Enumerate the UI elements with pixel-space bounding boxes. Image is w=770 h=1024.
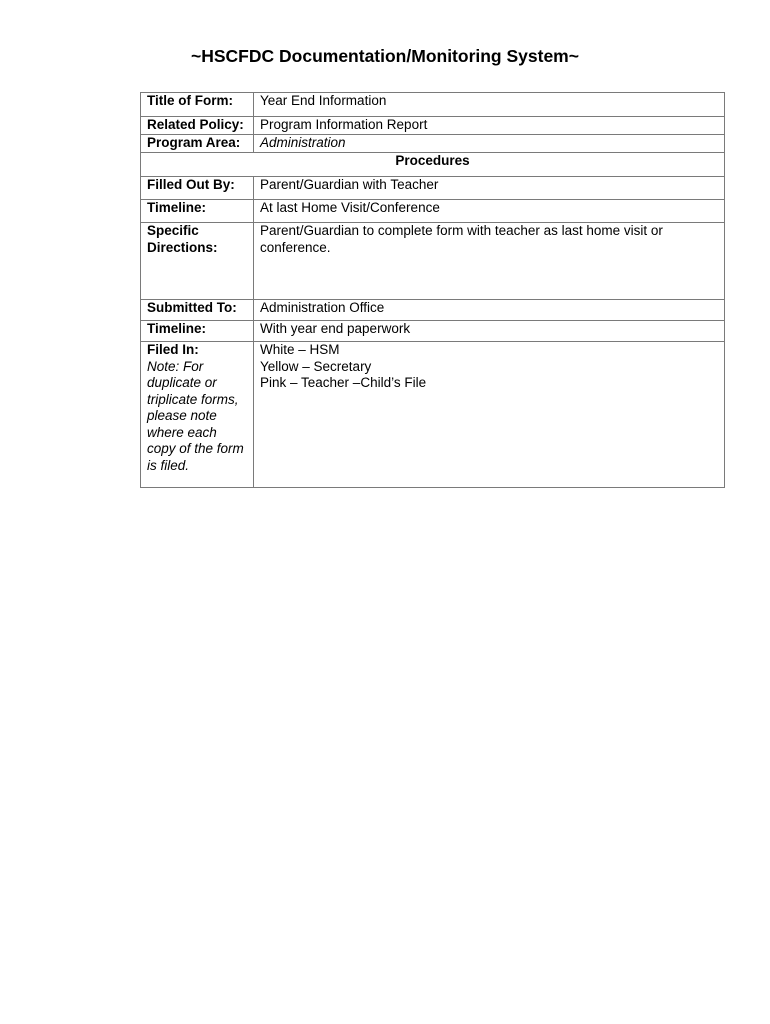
table-row-title-of-form (141, 93, 725, 117)
table-row-specific-directions (141, 223, 725, 300)
related-policy-value: Program Information Report (254, 117, 725, 135)
filed-in-cell (141, 342, 254, 488)
title-of-form-value: Year End Information (254, 93, 725, 117)
filled-out-by-label: Filled Out By: (141, 177, 254, 200)
submitted-to-value: Administration Office (254, 300, 725, 321)
table-row-filed-in (141, 342, 725, 488)
filled-out-by-value: Parent/Guardian with Teacher (254, 177, 725, 200)
timeline-value: At last Home Visit/Conference (254, 200, 725, 223)
list-item-copy-yellow: Yellow – Secretary (260, 358, 372, 374)
table-row-filled-out-by (141, 177, 725, 200)
timeline-label: Timeline: (141, 200, 254, 223)
page-title: ~HSCFDC Documentation/Monitoring System~ (191, 46, 579, 66)
filed-in-copies (254, 342, 725, 488)
title-of-form-label: Title of Form: (141, 93, 254, 117)
table-row-procedures (141, 153, 725, 177)
program-area-value: Administration (254, 135, 725, 153)
specific-directions-label-line-1: Specific (147, 223, 199, 238)
related-policy-label: Related Policy: (141, 117, 254, 135)
timeline-2-label: Timeline: (141, 321, 254, 342)
specific-directions-label-line-2: Directions: (147, 239, 218, 255)
specific-directions-label (141, 223, 254, 300)
table-row-program-area (141, 135, 725, 153)
procedures-heading: Procedures (141, 153, 725, 177)
list-item-copy-white: White – HSM (260, 342, 340, 357)
table-row-timeline-2 (141, 321, 725, 342)
specific-directions-value: Parent/Guardian to complete form with teacher as last home visit or conference. (254, 223, 725, 300)
program-area-label: Program Area: (141, 135, 254, 153)
documentation-form-table (140, 92, 725, 488)
filed-in-label: Filed In: (147, 342, 199, 357)
table-row-related-policy (141, 117, 725, 135)
table-row-timeline (141, 200, 725, 223)
table-row-submitted-to (141, 300, 725, 321)
list-item-copy-pink: Pink – Teacher –Child’s File (260, 375, 427, 390)
timeline-2-value: With year end paperwork (254, 321, 725, 342)
submitted-to-label: Submitted To: (141, 300, 254, 321)
filed-in-note: Note: For duplicate or triplicate forms, please note where each copy of the form is filed. (147, 358, 244, 473)
